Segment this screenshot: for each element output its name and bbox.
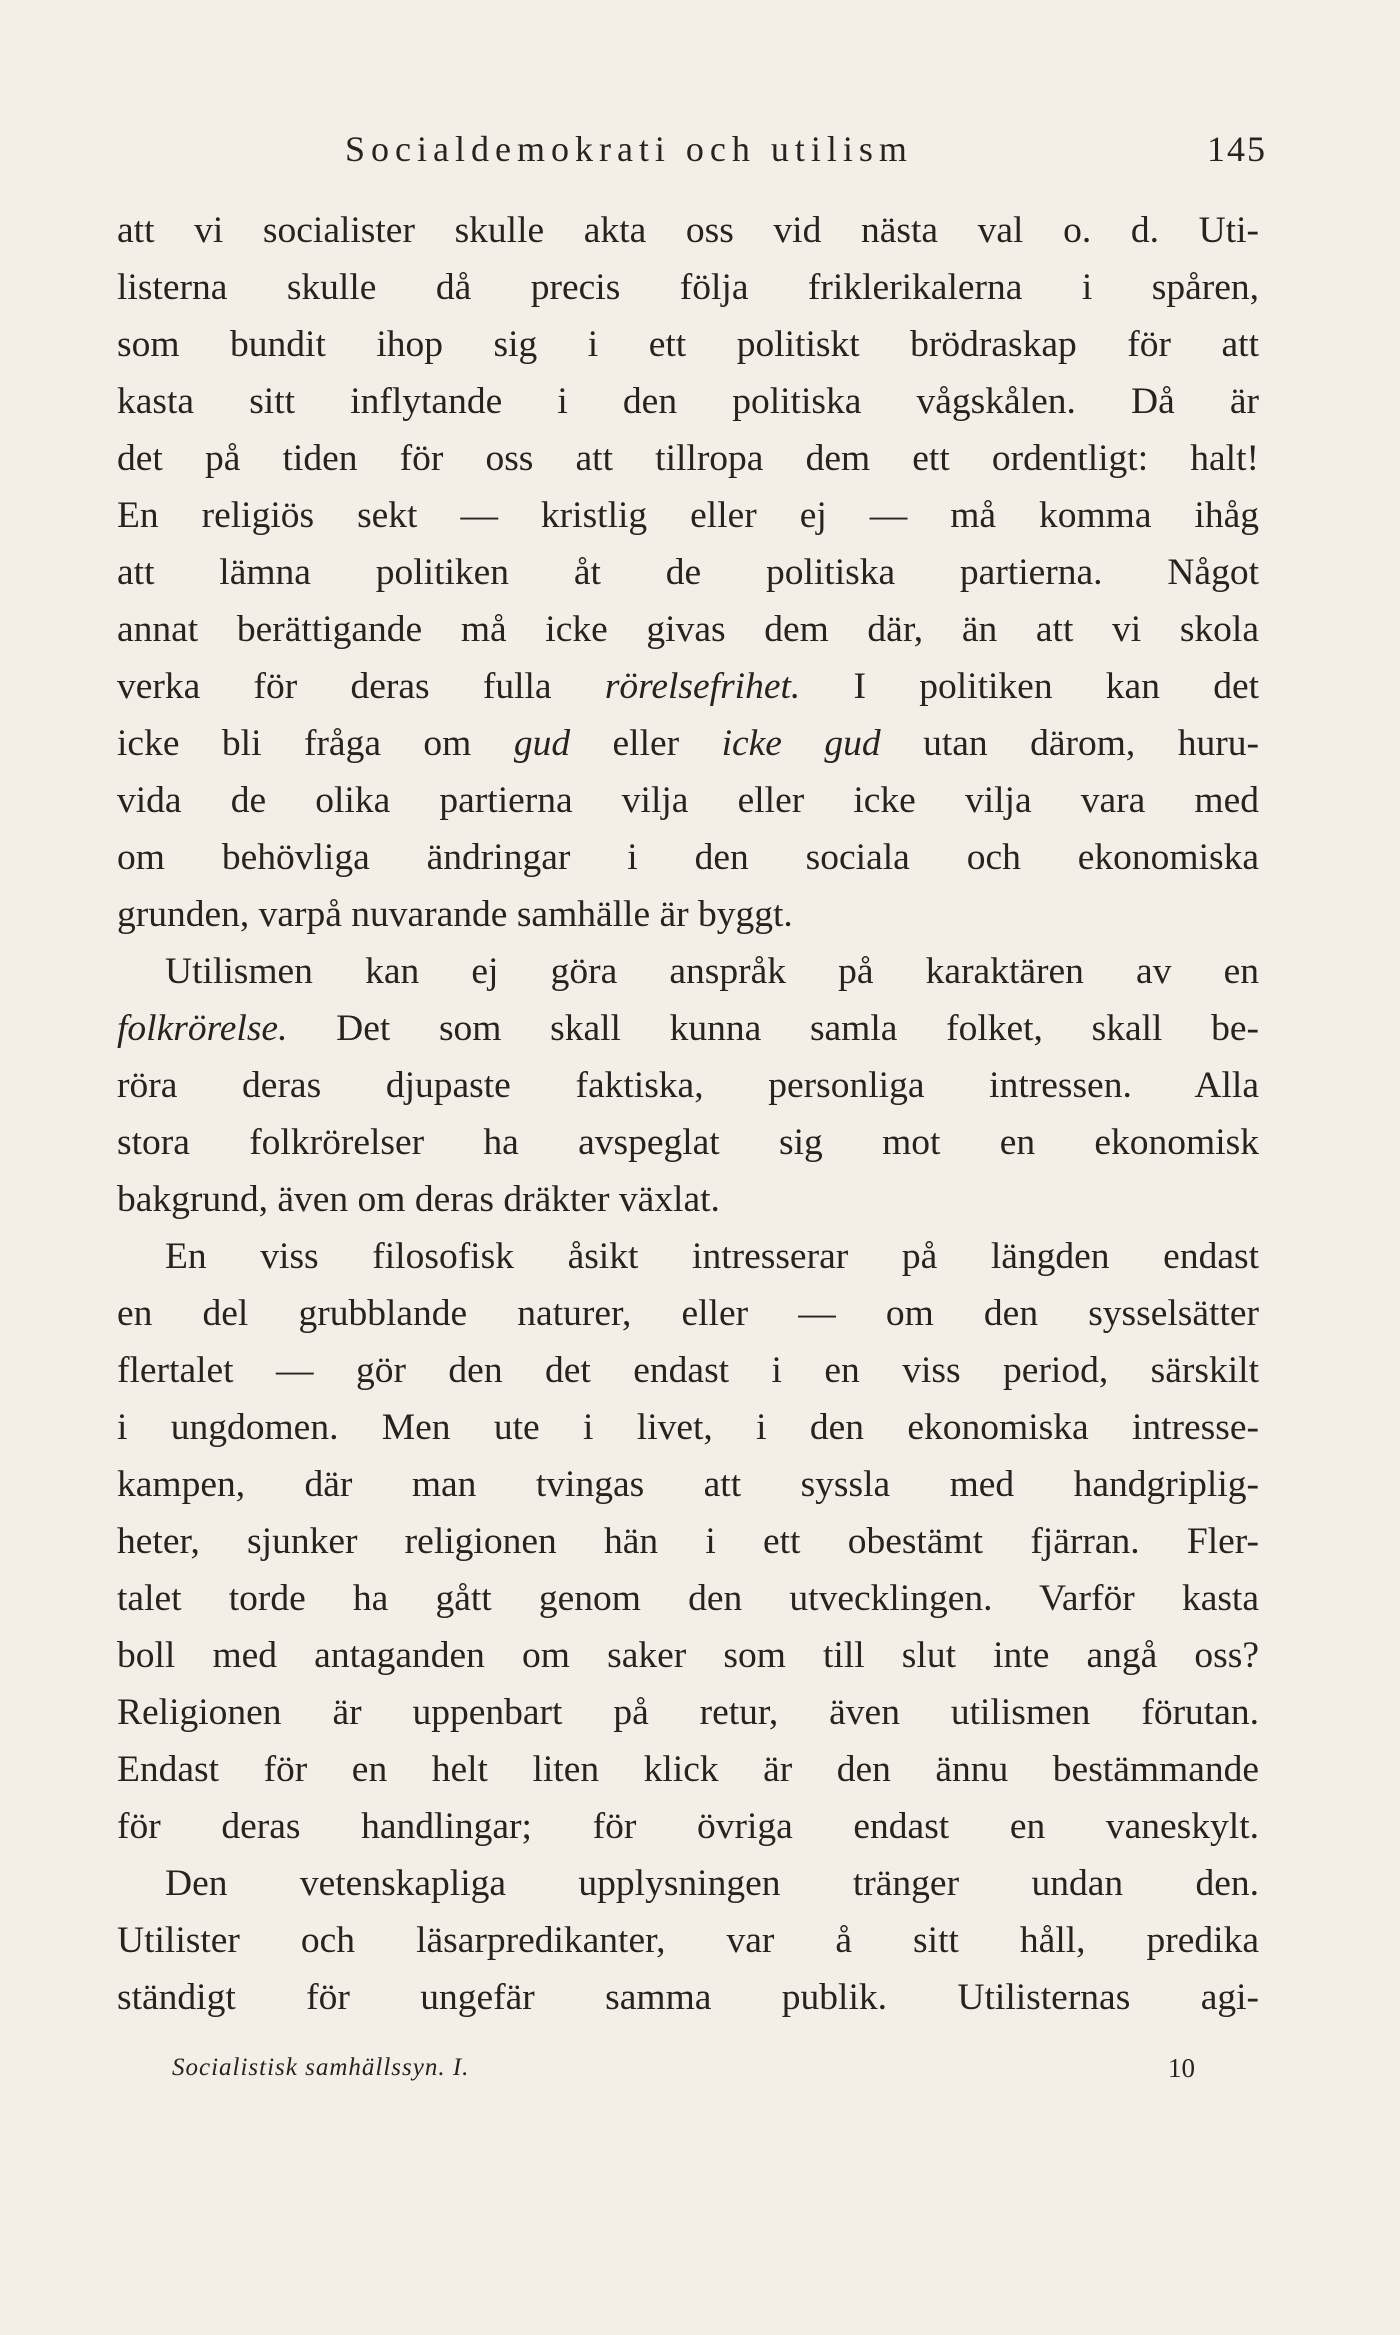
text-line-32: ständigt för ungefär samma publik. Utilisternas agi- [117,1977,1259,2018]
text-line-14: Utilismen kan ej göra anspråk på karaktären av en [165,951,1259,992]
text-line-18: bakgrund, även om deras dräkter växlat. [117,1179,720,1220]
page-number: 145 [1207,129,1267,169]
text-line-7: att lämna politiken åt de politiska partierna. Något [117,552,1259,593]
text-line-1: att vi socialister skulle akta oss vid nästa val o. d. Uti- [117,210,1259,251]
text-line-22: i ungdomen. Men ute i livet, i den ekonomiska intresse- [117,1407,1259,1448]
text-line-9: verka för deras fulla rörelsefrihet. I politiken kan det [117,666,1260,707]
italic-emphasis: gud [513,723,571,764]
text-line-27: Religionen är uppenbart på retur, även utilismen förutan. [117,1692,1259,1733]
text-line-20: en del grubblande naturer, eller — om den sysselsätter [117,1293,1259,1334]
text-line-29: för deras handlingar; för övriga endast en vaneskylt. [117,1806,1259,1847]
italic-emphasis: folkrörelse. [117,1008,288,1049]
text-line-4: kasta sitt inflytande i den politiska vågskålen. Då är [117,381,1259,422]
text-line-16: röra deras djupaste faktiska, personliga intressen. Alla [117,1065,1259,1106]
text-line-19: En viss filosofisk åsikt intresserar på längden endast [165,1236,1259,1277]
text-line-31: Utilister och läsarpredikanter, var å sitt håll, predika [117,1920,1259,1961]
footer-signature: Socialistisk samhällssyn. I. [172,2054,470,2081]
footer-sheet-number: 10 [1168,2053,1195,2083]
text-line-5: det på tiden för oss att tillropa dem ett ordentligt: halt! [117,438,1259,479]
text-line-3: som bundit ihop sig i ett politiskt brödraskap för att [117,324,1259,365]
text-line-12: om behövliga ändringar i den sociala och ekonomiska [117,837,1259,878]
text-line-26: boll med antaganden om saker som till slut inte angå oss? [117,1635,1259,1676]
text-line-2: listerna skulle då precis följa friklerikalerna i spåren, [117,267,1259,308]
text-line-6: En religiös sekt — kristlig eller ej — må komma ihåg [117,495,1259,536]
text-line-28: Endast för en helt liten klick är den ännu bestämmande [117,1749,1259,1790]
text-line-25: talet torde ha gått genom den utvecklingen. Varför kasta [117,1578,1259,1619]
text-line-24: heter, sjunker religionen hän i ett obestämt fjärran. Fler- [117,1521,1259,1562]
text-line-8: annat berättigande må icke givas dem där, än att vi skola [117,609,1259,650]
text-line-15: folkrörelse. Det som skall kunna samla folket, skall be- [117,1008,1259,1049]
text-line-21: flertalet — gör den det endast i en viss period, särskilt [117,1350,1259,1391]
text-line-13: grunden, varpå nuvarande samhälle är byggt. [117,894,793,935]
running-title: Socialdemokrati och utilism [345,129,913,169]
italic-emphasis: icke gud [721,723,881,764]
text-line-30: Den vetenskapliga upplysningen tränger undan den. [165,1863,1259,1904]
text-line-17: stora folkrörelser ha avspeglat sig mot en ekonomisk [117,1122,1259,1163]
text-line-11: vida de olika partierna vilja eller icke vilja vara med [117,780,1259,821]
text-line-10: icke bli fråga om gud eller icke gud utan därom, huru- [117,723,1259,764]
italic-emphasis: rörelsefrihet. [604,666,801,707]
text-line-23: kampen, där man tvingas att syssla med handgriplig- [117,1464,1259,1505]
